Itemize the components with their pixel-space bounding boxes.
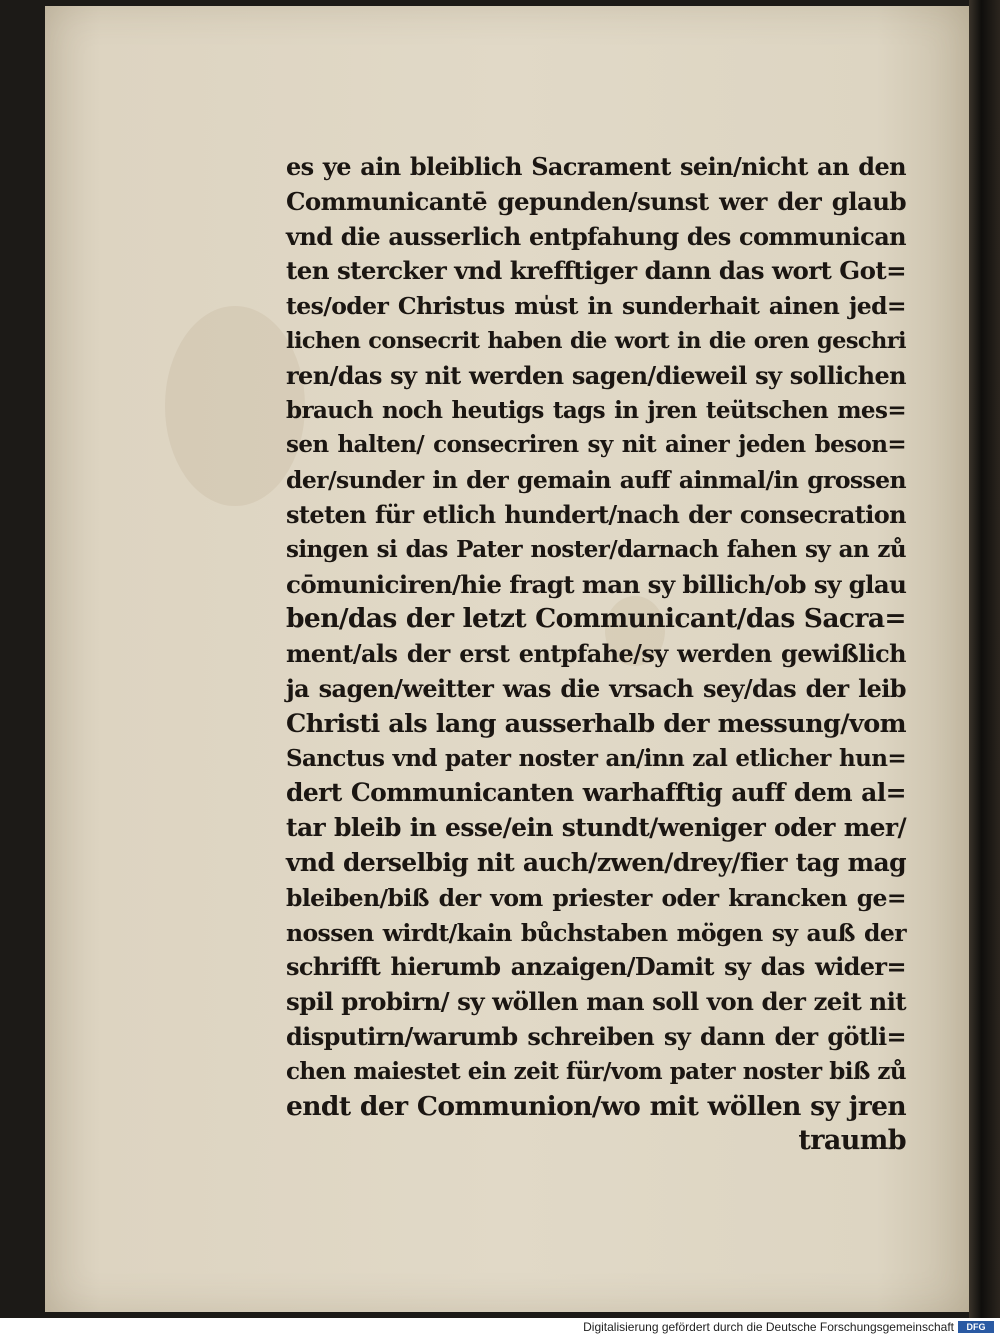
text-line: ten stercker vnd krefftiger dann das wort Got= (286, 256, 906, 286)
text-line: vnd die ausserlich entpfahung des communican (286, 221, 906, 251)
text-line: tes/oder Christus mu̍st in sunderhait ainen jed= (286, 292, 906, 321)
text-line: Communicantē gepunden/sunst wer der glaub (286, 186, 906, 216)
text-line: schrifft hierumb anzaigen/Damit sy das wider= (286, 952, 906, 982)
text-line: vnd derselbig nit auch/zwen/drey/fier tag mag (286, 847, 906, 877)
text-line: Sanctus vnd pater noster an/inn zal etlicher hun= (286, 744, 906, 772)
text-line: Christi als lang ausserhalb der messung/vom (286, 708, 906, 739)
text-line: ren/das sy nit werden sagen/dieweil sy sollichen (286, 360, 906, 390)
paper-stain (165, 306, 305, 506)
footer-bar (0, 1318, 1000, 1337)
catchword: traumb (798, 1125, 906, 1157)
text-line: tar bleib in esse/ein stundt/weniger oder mer/ (286, 813, 906, 843)
text-line: chen maiestet ein zeit für/vom pater noster biß zů (286, 1057, 906, 1085)
text-line: ja sagen/weitter was die vrsach sey/das der leib (286, 673, 906, 703)
text-line: singen si das Pater noster/darnach fahen sy an zů (286, 535, 906, 563)
text-line: ment/als der erst entpfahe/sy werden gewißlich (286, 639, 906, 669)
text-line: disputirn/warumb schreiben sy dann der götli= (286, 1021, 906, 1051)
text-line: lichen consecrit haben die wort in die oren geschri (286, 327, 906, 354)
text-line: dert Communicanten warhafftig auff dem al= (286, 778, 906, 808)
text-line: brauch noch heutigs tags in jren teütschen mes= (286, 396, 906, 424)
text-line: nossen wirdt/kain bůchstaben mögen sy auß der (286, 918, 906, 947)
footer-credit: Digitalisierung gefördert durch die Deutsche Forschungsgemeinschaft (583, 1320, 954, 1334)
text-line: der/sunder in der gemain auff ainmal/in grossen (286, 466, 906, 495)
text-line: cōmuniciren/hie fragt man sy billich/ob sy glau (286, 569, 907, 599)
text-block (286, 150, 906, 1159)
text-line: bleiben/biß der vom priester oder krancken ge= (286, 883, 906, 912)
text-line: es ye ain bleiblich Sacrament sein/nicht an den (286, 152, 906, 181)
page-edge (969, 0, 1000, 1318)
text-line: spil probirn/ sy wöllen man soll von der zeit nit (286, 987, 906, 1017)
text-line: endt der Communion/wo mit wöllen sy jren (286, 1090, 906, 1122)
dfg-logo: DFG (958, 1321, 994, 1333)
text-line: sen halten/ consecriren sy nit ainer jeden beson= (286, 431, 906, 459)
text-line: ben/das der letzt Communicant/das Sacra= (286, 603, 906, 635)
text-line: steten für etlich hundert/nach der consecration (286, 499, 906, 529)
